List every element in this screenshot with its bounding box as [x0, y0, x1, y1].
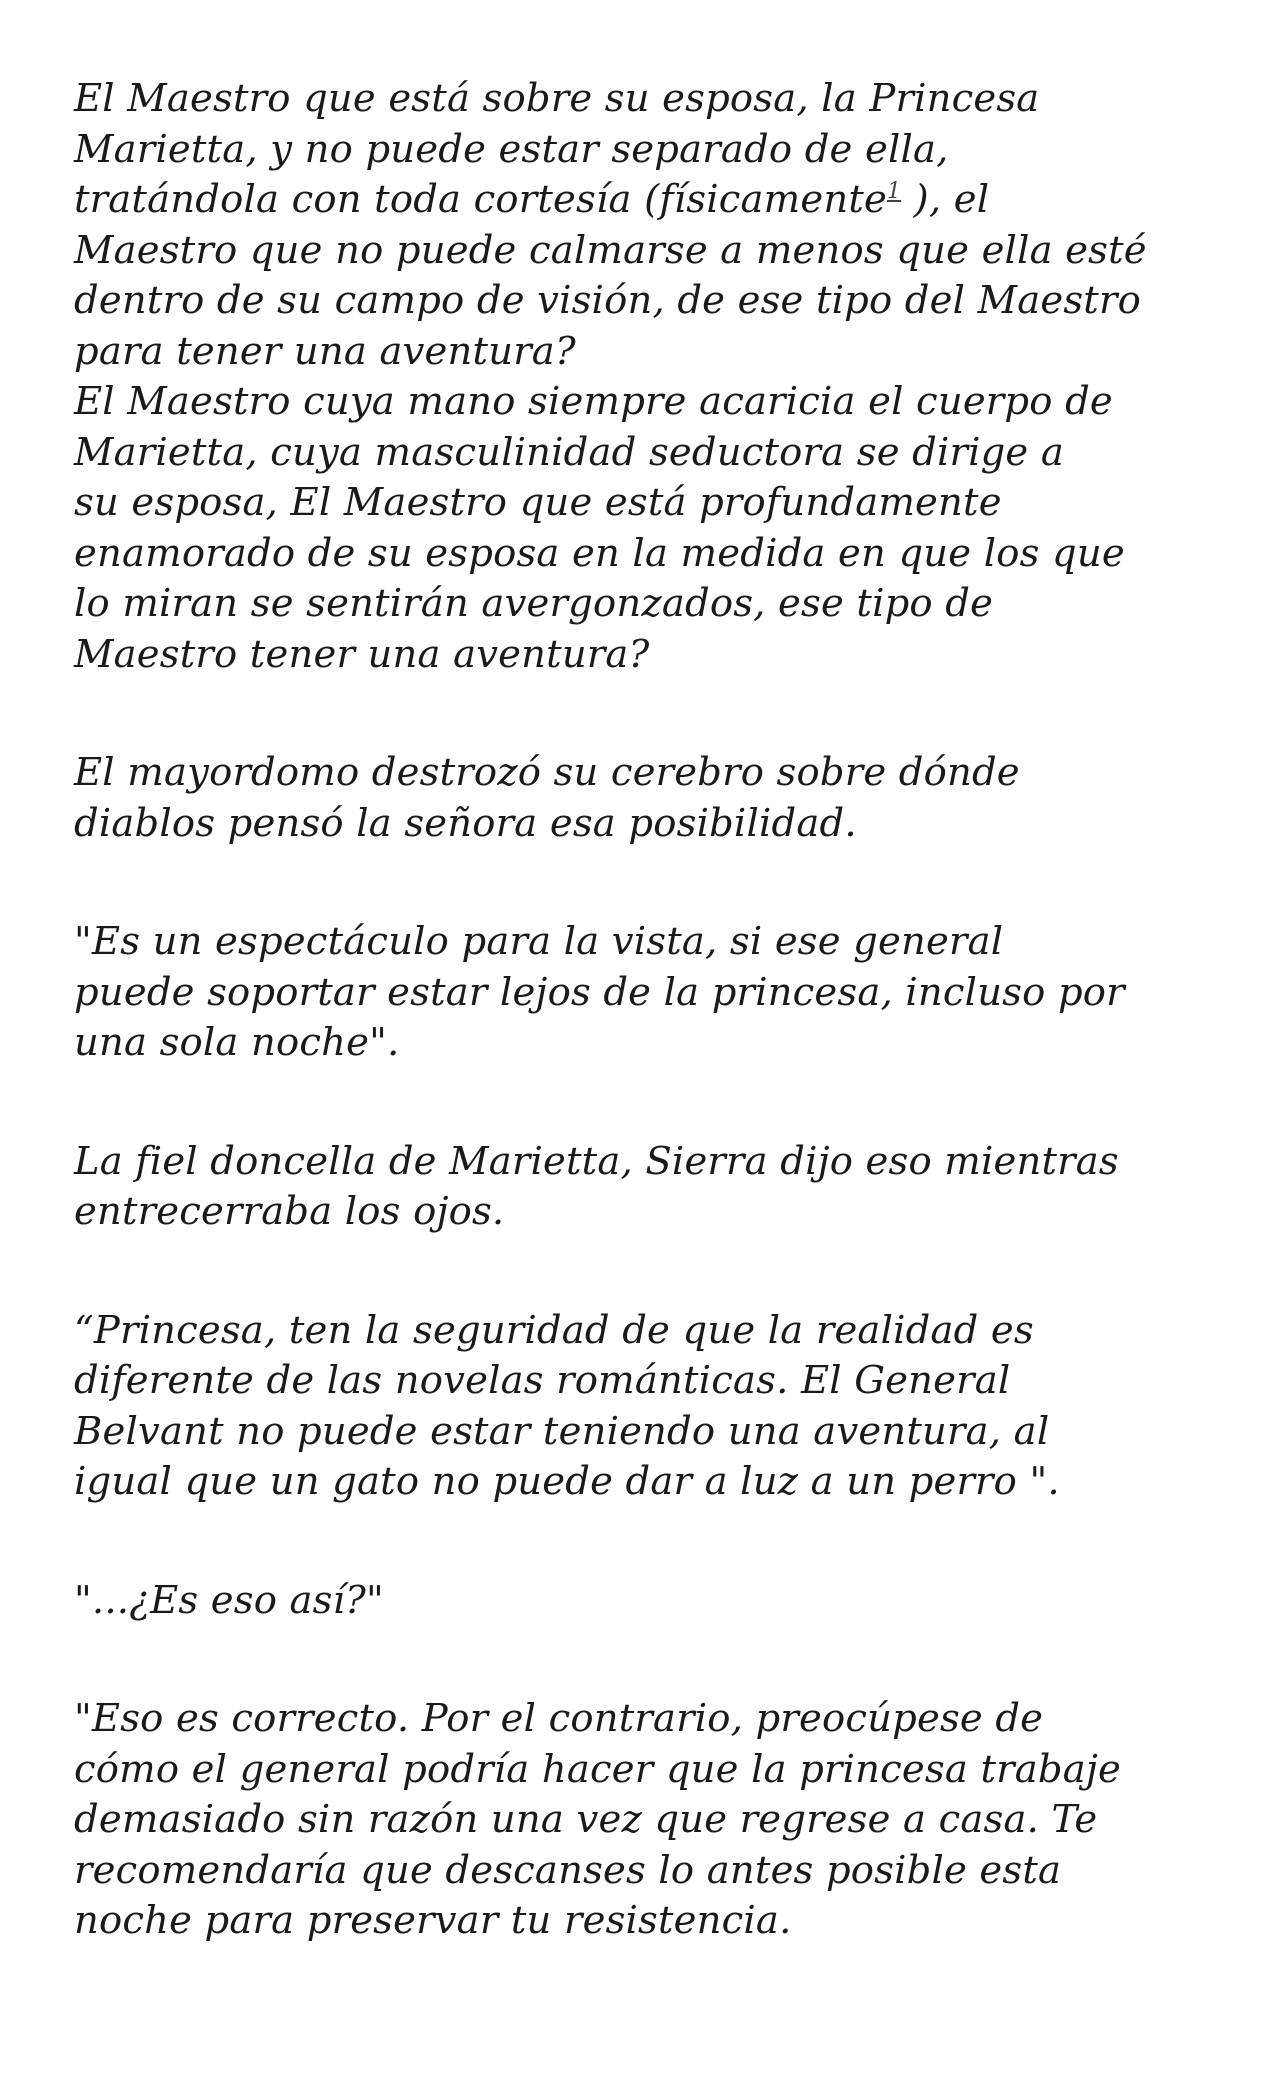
paragraph-butler: [74, 748, 1224, 849]
text-line: lo miran se sentirán avergonzados, ese tipo de: [74, 581, 994, 626]
text-line: cómo el general podría hacer que la princesa trabaje: [74, 1746, 1122, 1792]
text-line: su esposa, El Maestro que está profundamente: [74, 480, 1002, 525]
paragraph-quote-correct: [74, 1694, 1224, 1947]
text-line: una sola noche".: [74, 1020, 400, 1065]
paragraph-gap: [74, 680, 1224, 748]
paragraph-quote-spectacle: [74, 917, 1224, 1069]
document-page: [74, 74, 1224, 1947]
text-line: demasiado sin razón una vez que regrese a casa. Te: [74, 1797, 1098, 1842]
text-line: La fiel doncella de Marietta, Sierra dijo eso mientras: [74, 1138, 1119, 1184]
text-line: entrecerraba los ojos.: [74, 1189, 505, 1234]
text-line: enamorado de su esposa en la medida en que los que: [74, 530, 1125, 576]
paragraph-master-description: [74, 74, 1224, 680]
paragraph-gap: [74, 1626, 1224, 1694]
text-line: “Princesa, ten la seguridad de que la realidad es: [74, 1307, 1034, 1353]
text-line: diferente de las novelas románticas. El General: [74, 1358, 1011, 1403]
text-line: igual que un gato no puede dar a luz a un perro ".: [74, 1459, 1060, 1504]
text-line: "Es un espectáculo para la vista, si ese general: [74, 919, 1004, 964]
paragraph-sierra: [74, 1137, 1224, 1238]
paragraph-quote-reality: [74, 1306, 1224, 1508]
text-line: Marietta, cuya masculinidad seductora se dirige a: [74, 429, 1065, 475]
text-line: Belvant no puede estar teniendo una aventura, al: [74, 1408, 1050, 1454]
text-line: Marietta, y no puede estar separado de ella,: [74, 126, 949, 172]
text-line: El Maestro cuya mano siempre acaricia el cuerpo de: [74, 379, 1113, 424]
text-line: El mayordomo destrozó su cerebro sobre dónde: [74, 750, 1020, 795]
text-line: El Maestro que está sobre su esposa, la Princesa: [74, 76, 1040, 121]
text-segment: tratándola con toda cortesía (físicamente: [74, 177, 888, 222]
text-line: Maestro tener una aventura?: [74, 631, 650, 677]
text-line: dentro de su campo de visión, de ese tipo del Maestro: [74, 278, 1141, 323]
text-line: puede soportar estar lejos de la princesa, incluso por: [74, 969, 1125, 1015]
text-line-with-footnote: [74, 175, 1224, 226]
text-line: para tener una aventura?: [74, 328, 576, 374]
paragraph-gap: [74, 1069, 1224, 1137]
text-line: noche para preservar tu resistencia.: [74, 1898, 792, 1943]
text-line: "...¿Es eso así?": [74, 1577, 384, 1623]
text-line: "Eso es correcto. Por el contrario, preocúpese de: [74, 1696, 1044, 1741]
text-line: Maestro que no puede calmarse a menos que ella esté: [74, 227, 1147, 273]
paragraph-gap: [74, 1508, 1224, 1576]
text-line: diablos pensó la señora esa posibilidad.: [74, 800, 857, 846]
text-segment: ), el: [901, 177, 990, 222]
text-line: recomendaría que descanses lo antes posible esta: [74, 1847, 1062, 1893]
paragraph-question: [74, 1576, 1224, 1627]
paragraph-gap: [74, 849, 1224, 917]
footnote-link[interactable]: 1: [887, 179, 902, 205]
paragraph-gap: [74, 1238, 1224, 1306]
